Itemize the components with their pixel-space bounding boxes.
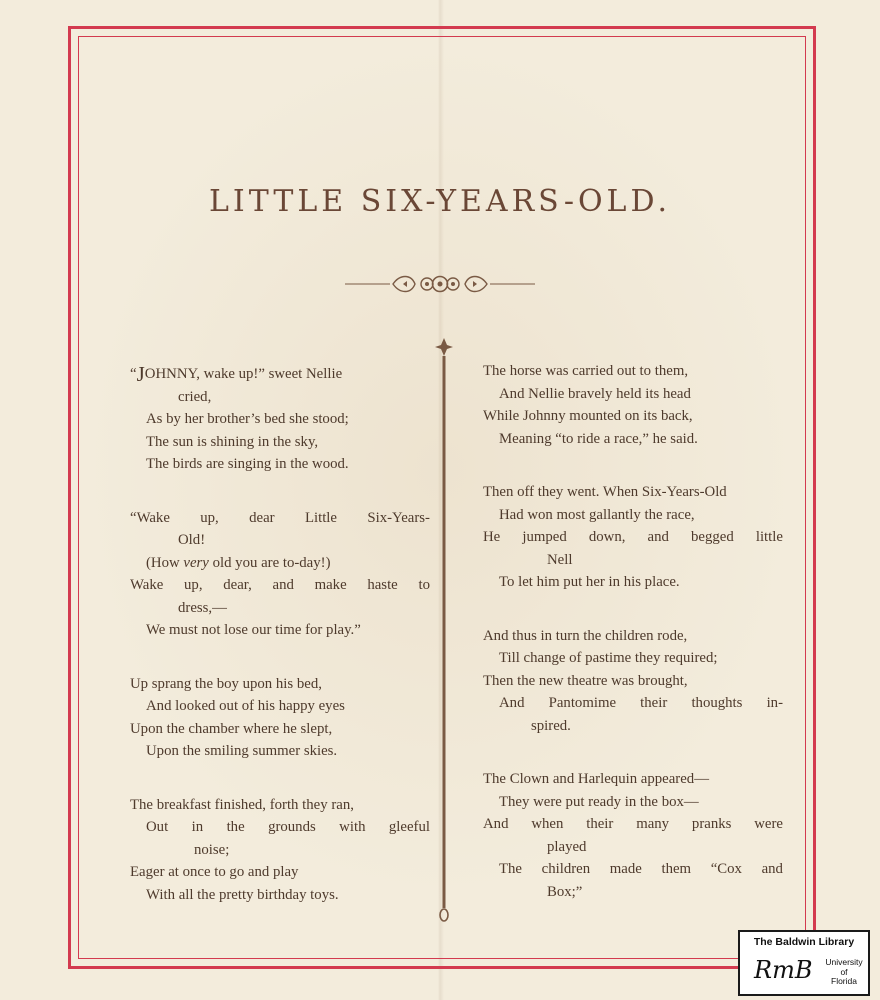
rmb-logo: RmB [754, 956, 813, 984]
stanza-right-2 [483, 481, 783, 594]
stanza-right-3 [483, 625, 783, 738]
opening-quote: “ [130, 366, 137, 382]
poem-line: Wake up, dear, and make haste to [130, 577, 430, 593]
stanza-right-1 [483, 360, 783, 450]
poem-line: The horse was carried out to them, [483, 363, 689, 379]
poem-line: He jumped down, and begged little [483, 529, 783, 545]
poem-line: cried, [178, 388, 212, 405]
poem-line: Upon the chamber where he slept, [130, 720, 333, 737]
poem-line: Box;” [547, 883, 583, 900]
stanza-left-4 [130, 794, 430, 907]
poem-line: The Clown and Harlequin appeared— [483, 771, 709, 787]
poem-line: We must not lose our time for play.” [146, 622, 361, 638]
poem-line: spired. [531, 717, 571, 734]
poem-line: Eager at once to go and play [130, 864, 299, 880]
poem-line: The birds are singing in the wood. [146, 456, 349, 472]
poem-line: The breakfast finished, forth they ran, [130, 796, 354, 813]
poem-line: played [547, 838, 587, 855]
poem-line: Till change of pastime they required; [499, 650, 718, 666]
poem-line: Up sprang the boy upon his bed, [130, 675, 322, 692]
poem-line: They were put ready in the box— [499, 793, 699, 810]
poem-line: Meaning “to ride a race,” he said. [499, 430, 698, 447]
stamp-title: The Baldwin Library [753, 936, 855, 948]
poem-line: And when their many pranks were [483, 816, 783, 832]
stamp-university: University of Florida [825, 957, 863, 986]
stanza-left-3 [130, 673, 430, 763]
left-poem-column [130, 363, 430, 937]
poem-line: While Johnny mounted on its back, [483, 408, 693, 424]
poem-line: noise; [194, 841, 230, 858]
emphasis-word: very [183, 554, 209, 571]
column-divider [435, 338, 453, 924]
poem-line: Then off they went. When Six-Years-Old [483, 484, 727, 500]
poem-line: And thus in turn the children rode, [483, 627, 688, 644]
drop-cap: J [136, 362, 145, 386]
poem-line: Had won most gallantly the race, [499, 506, 695, 523]
stanza-left-1 [130, 363, 430, 476]
stanza-right-4 [483, 768, 783, 903]
poem-line: Upon the smiling summer skies. [146, 743, 338, 759]
poem-line-text: OHNNY, wake up!” sweet Nellie [144, 366, 343, 382]
poem-line: Nell [547, 551, 573, 568]
poem-line: Then the new theatre was brought, [483, 672, 688, 689]
poem-line [130, 363, 430, 386]
poem-line: As by her brother’s bed she stood; [146, 411, 349, 427]
poem-line: And Nellie bravely held its head [499, 385, 691, 402]
poem-line: With all the pretty birthday toys. [146, 886, 339, 903]
poem-line: And looked out of his happy eyes [146, 698, 345, 714]
poem-line: The children made them “Cox and [499, 861, 783, 877]
baldwin-library-stamp [738, 930, 870, 996]
poem-line: The sun is shining in the sky, [146, 433, 319, 450]
poem-title: LITTLE SIX-YEARS-OLD. [208, 184, 672, 219]
poem-line: (How very old you are to-day!) [146, 554, 331, 571]
poem-line: Old! [178, 532, 206, 548]
ornament-flourish [345, 270, 535, 298]
poem-line: To let him put her in his place. [499, 574, 680, 590]
poem-line: And Pantomime their thoughts in- [499, 695, 783, 711]
poem-line: “Wake up, dear Little Six-Years- [130, 509, 430, 526]
poem-line: Out in the grounds with gleeful [146, 819, 430, 835]
right-poem-column [483, 360, 783, 934]
stanza-left-2 [130, 507, 430, 642]
poem-line: dress,— [178, 599, 227, 616]
